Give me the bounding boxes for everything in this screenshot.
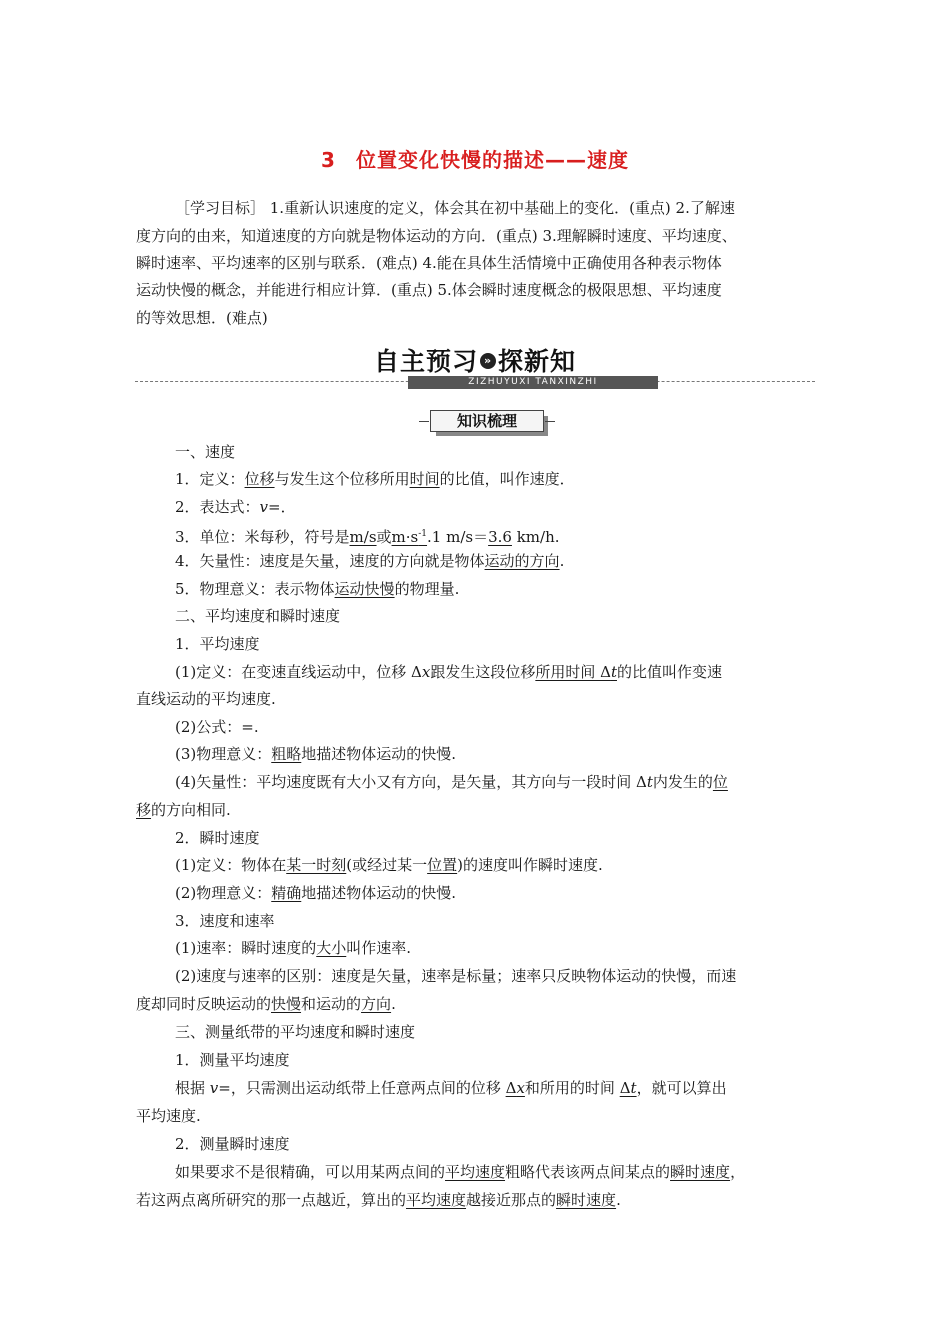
section-banner: 自主预习 » 探新知	[373, 347, 577, 376]
text-line: (2)公式：=.	[175, 718, 259, 736]
text-line: 根据 v=，只需测出运动纸带上任意两点间的位移 Δx和所用的时间 Δt，就可以算出	[175, 1079, 727, 1097]
text-line: 如果要求不是很精确，可以用某两点间的平均速度粗略代表该两点间某点的瞬时速度，	[175, 1163, 746, 1181]
subheading: 3．速度和速率	[175, 912, 275, 930]
text-line: (1)速率：瞬时速度的大小叫作速率.	[175, 939, 412, 957]
objectives-line: 运动快慢的概念，并能进行相应计算．(重点) 5.体会瞬时速度概念的极限思想、平均速度	[136, 281, 722, 299]
text-line: 移的方向相同.	[136, 801, 231, 819]
text-line: 度却同时反映运动的快慢和运动的方向.	[136, 995, 396, 1013]
text-line: 1．定义：位移与发生这个位移所用时间的比值，叫作速度．	[175, 470, 575, 488]
objectives-line: 瞬时速率、平均速率的区别与联系．(难点) 4.能在具体生活情境中正确使用各种表示物体	[136, 254, 722, 272]
subheading: 2．瞬时速度	[175, 829, 260, 847]
text-line: 4．矢量性：速度是矢量，速度的方向就是物体运动的方向.	[175, 552, 565, 570]
section-tag: 知识梳理	[430, 410, 544, 432]
subheading: 1．测量平均速度	[175, 1051, 290, 1069]
page-title: 3 位置变化快慢的描述——速度	[321, 148, 629, 172]
text-line: (2)物理意义：精确地描述物体运动的快慢.	[175, 884, 457, 902]
banner-subtitle: ZIZHUYUXI TANXINZHI	[408, 376, 658, 389]
heading: 一、速度	[175, 443, 236, 461]
text-line: 平均速度.	[136, 1107, 201, 1125]
objectives-line: ［学习目标］ 1.重新认识速度的定义，体会其在初中基础上的变化．(重点) 2.了解速	[175, 199, 735, 217]
subheading: 2．测量瞬时速度	[175, 1135, 290, 1153]
text-line: 5．物理意义：表示物体运动快慢的物理量.	[175, 580, 460, 598]
text-line: (2)速度与速率的区别：速度是矢量，速率是标量；速率只反映物体运动的快慢，而速	[175, 967, 737, 985]
text-line: 直线运动的平均速度.	[136, 690, 276, 708]
objectives-line: 度方向的由来，知道速度的方向就是物体运动的方向．(重点) 3.理解瞬时速度、平均速度、	[136, 227, 737, 245]
text-line: (3)物理意义：粗略地描述物体运动的快慢.	[175, 745, 457, 763]
heading: 三、测量纸带的平均速度和瞬时速度	[175, 1023, 416, 1041]
heading: 二、平均速度和瞬时速度	[175, 607, 341, 625]
text-line: (1)定义：物体在某一时刻(或经过某一位置)的速度叫作瞬时速度.	[175, 856, 603, 874]
objectives-line: 的等效思想．(难点)	[136, 309, 268, 327]
subheading: 1．平均速度	[175, 635, 260, 653]
text-line: 2．表达式：v=．	[175, 498, 296, 516]
chevron-right-icon: »	[480, 353, 496, 369]
text-line: (1)定义：在变速直线运动中，位移 Δx跟发生这段位移所用时间 Δt的比值叫作变速	[175, 663, 722, 681]
text-line: 3．单位：米每秒，符号是m/s或$m\cdot s^{-1}.1$ m/s＝3.6 km/h.	[175, 528, 560, 546]
text-line: (4)矢量性：平均速度既有大小又有方向，是矢量，其方向与一段时间 Δt内发生的位	[175, 773, 728, 791]
text-line: 若这两点离所研究的那一点越近，算出的平均速度越接近那点的瞬时速度.	[136, 1191, 621, 1209]
